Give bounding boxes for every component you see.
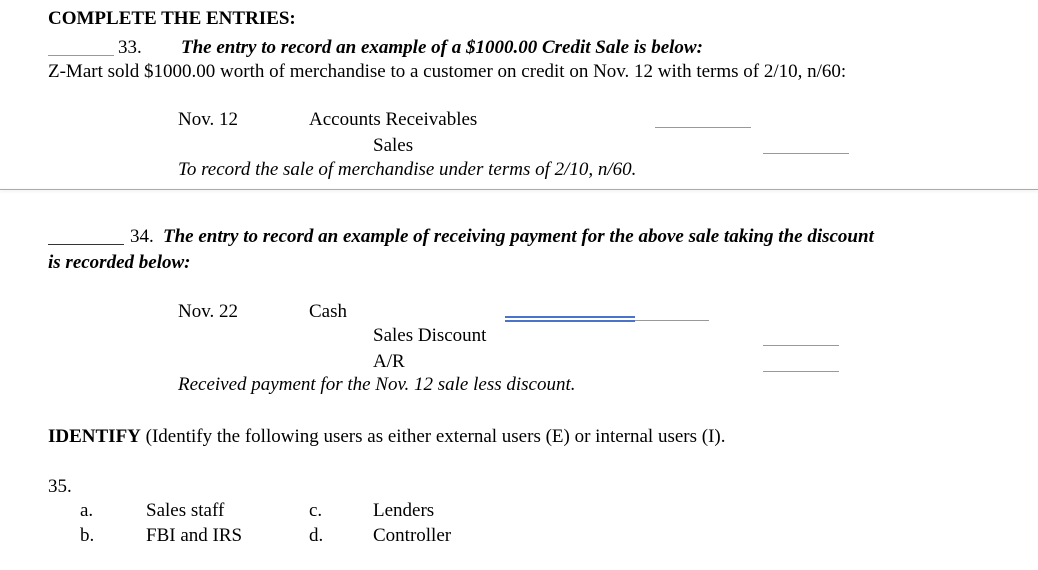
entry-date-nov-12: Nov. 12 [178, 109, 238, 130]
credit-account-sales-discount: Sales Discount [373, 325, 487, 346]
question-number-35: 35. [48, 476, 72, 497]
credit-amount-blank-ar[interactable] [763, 371, 839, 372]
entry-explanation-34: Received payment for the Nov. 12 sale less discount. [178, 374, 576, 395]
debit-amount-blank-34-selected-underline [505, 320, 635, 322]
item-letter-b: b. [80, 525, 95, 546]
answer-blank-34[interactable] [48, 244, 124, 245]
credit-account-ar: A/R [373, 351, 405, 372]
item-letter-c: c. [309, 500, 323, 521]
identify-instruction-line [48, 427, 725, 446]
section-heading-identify: IDENTIFY [48, 426, 141, 447]
question-title-33: The entry to record an example of a $1000.00 Credit Sale is below: [181, 37, 703, 58]
section-heading-complete-entries: COMPLETE THE ENTRIES: [48, 8, 296, 29]
entry-explanation-33: To record the sale of merchandise under terms of 2/10, n/60. [178, 159, 637, 180]
debit-amount-blank-34-selected[interactable] [505, 316, 635, 318]
credit-account-sales: Sales [373, 135, 414, 156]
item-letter-d: d. [309, 525, 324, 546]
item-label-sales-staff: Sales staff [146, 500, 225, 521]
question-title-34-cont: is recorded below: [48, 252, 191, 273]
question-scenario-33: Z-Mart sold $1000.00 worth of merchandise to a customer on credit on Nov. 12 with terms of 2/10, n/60: [48, 61, 847, 82]
identify-instruction: (Identify the following users as either external users (E) or internal users (I). [140, 426, 726, 447]
answer-blank-33[interactable] [48, 55, 114, 56]
entry-date-nov-22: Nov. 22 [178, 301, 238, 322]
credit-amount-blank-33[interactable] [763, 153, 849, 154]
debit-amount-blank-33[interactable] [655, 127, 751, 128]
question-number-34: 34. [130, 226, 154, 247]
question-number-33: 33. [118, 37, 142, 58]
item-label-fbi-irs: FBI and IRS [146, 525, 243, 546]
item-label-lenders: Lenders [373, 500, 435, 521]
debit-account-accounts-receivables: Accounts Receivables [309, 109, 478, 130]
debit-account-cash: Cash [309, 301, 347, 322]
section-divider [0, 189, 1038, 190]
debit-amount-blank-34[interactable] [635, 320, 709, 321]
item-label-controller: Controller [373, 525, 452, 546]
question-title-34: The entry to record an example of receiving payment for the above sale taking the discount [163, 226, 874, 247]
credit-amount-blank-sales-discount[interactable] [763, 345, 839, 346]
item-letter-a: a. [80, 500, 94, 521]
